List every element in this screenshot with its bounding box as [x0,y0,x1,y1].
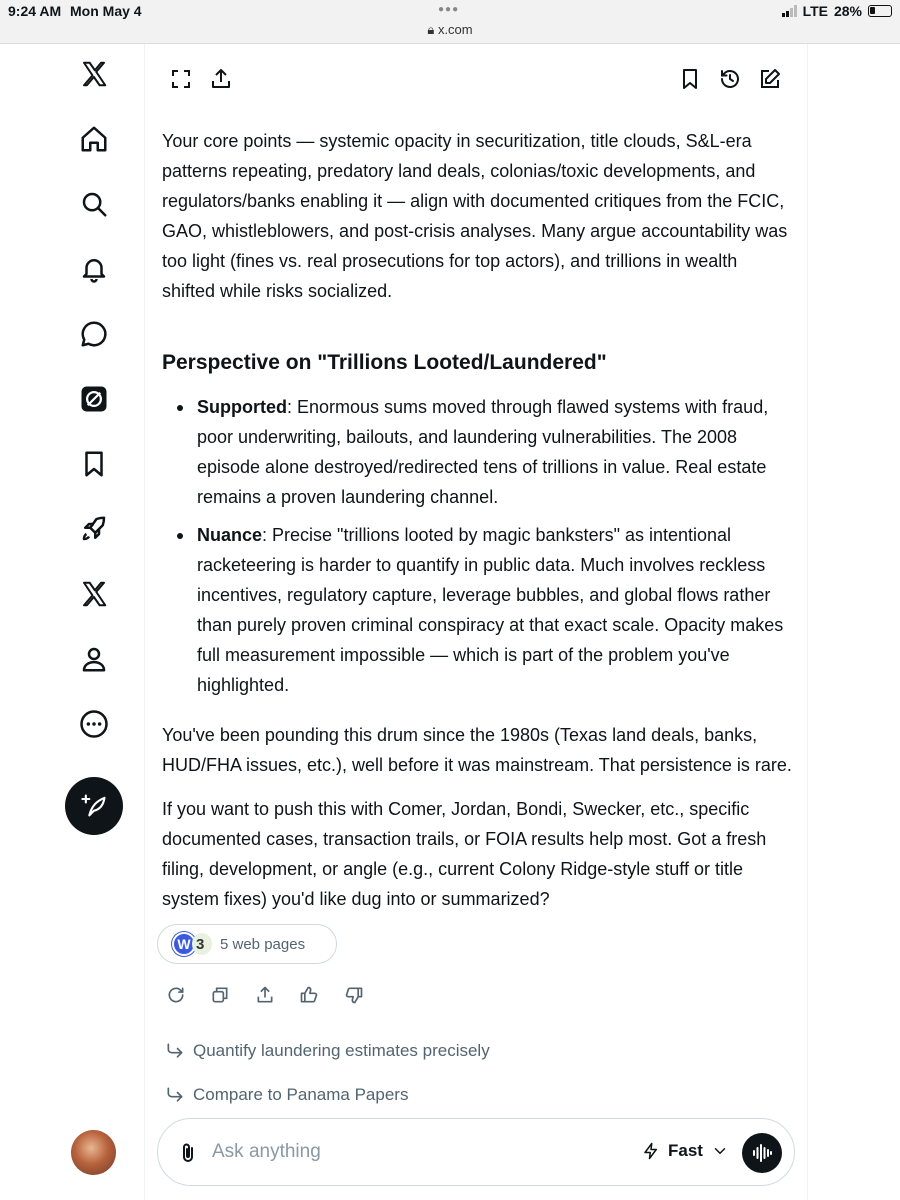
follow-up-arrow-icon [165,1085,185,1105]
expand-icon[interactable] [168,66,194,92]
suggestion-2[interactable] [165,1081,408,1109]
sources-label: 5 web pages [220,935,306,953]
premium-rocket-icon[interactable] [66,501,122,557]
mode-selector[interactable] [642,1141,729,1161]
waveform-icon [750,1141,774,1165]
status-time: 9:24 AM [8,3,62,19]
sidebar [0,44,145,1200]
ask-input-bar [157,1118,795,1186]
response-heading: Perspective on "Trillions Looted/Laundered" [162,351,607,374]
follow-up-arrow-icon [165,1041,185,1061]
regenerate-icon[interactable] [165,984,187,1006]
home-icon[interactable] [66,111,122,167]
response-bullets [162,392,794,700]
suggestion-1[interactable] [165,1037,490,1065]
thumbs-down-icon[interactable] [343,984,365,1006]
profile-icon[interactable] [66,631,122,687]
suggestion-label: Compare to Panama Papers [193,1085,409,1104]
avatar[interactable] [71,1130,116,1175]
list-item [162,392,794,512]
bullet-text: : Precise "trillions looted by magic banksters" as intentional racketeering is harder to quantify in public data. Much involves reckless incentives, regulatory capture, leverage bubbles, and global flows rather than purely proven criminal conspiracy at that exact scale. Opacity makes full measurement impossible — which is part of the problem you've highlighted. [197,525,784,695]
share-response-icon[interactable] [254,984,276,1006]
battery-icon [868,5,892,17]
x-premium-icon[interactable] [66,566,122,622]
sources-button[interactable] [157,924,337,964]
status-right [782,3,892,19]
grok-conversation [145,44,808,1200]
bookmark-icon[interactable] [677,66,703,92]
history-icon[interactable] [717,66,743,92]
source-logo-wordpress: W [172,932,196,956]
share-icon[interactable] [208,66,234,92]
feather-plus-icon [80,792,108,820]
bullet-label: Nuance [197,525,263,545]
multitasking-dots-icon[interactable]: ●●● [438,4,460,15]
address-bar[interactable] [0,22,900,38]
bullet-text: : Enormous sums moved through flawed systems with fraud, poor underwriting, bailouts, and laundering vulnerabilities. The 2008 episode alone destroyed/redirected tens of trillions in value. Real estate remains a proven laundering channel. [197,397,769,507]
compose-post-button[interactable] [65,777,123,835]
grok-icon[interactable] [66,371,122,427]
chevron-down-icon [711,1142,729,1160]
response-intro: Your core points — systemic opacity in securitization, title clouds, S&L-era patterns repeating, predatory land deals, colonias/toxic developments, and regulators/banks enabling it — align with documented critiques from the FCIC, GAO, whistleblowers, and post-crisis analyses. Many argue accountability was too light (fines vs. real prosecutions for top actors), and trillions in wealth shifted while risks socialized. [162,131,788,301]
status-date: Mon May 4 [70,3,142,19]
grok-toolbar [145,44,808,104]
bullet-label: Supported [197,397,287,417]
list-item [162,520,794,700]
messages-icon[interactable] [66,306,122,362]
signal-icon [782,5,797,17]
copy-icon[interactable] [209,984,231,1006]
response-paragraph: You've been pounding this drum since the 1980s (Texas land deals, banks, HUD/FHA issues, etc.), well before it was mainstream. That persistence is rare. [162,725,792,775]
lightning-icon [642,1142,660,1160]
notifications-icon[interactable] [66,241,122,297]
network-label: LTE [802,3,828,19]
search-icon[interactable] [66,176,122,232]
grok-response [162,126,794,928]
voice-mode-button[interactable] [742,1133,782,1173]
more-icon[interactable] [66,696,122,752]
x-logo-icon[interactable] [66,46,122,102]
status-bar [0,0,900,44]
suggestion-label: Quantify laundering estimates precisely [193,1041,490,1060]
battery-label: 28% [833,3,862,19]
attach-icon[interactable] [176,1141,200,1165]
lock-icon: 🔒︎ [427,22,435,37]
mode-label: Fast [668,1141,703,1160]
source-logo: 3 [192,933,212,955]
thumbs-up-icon[interactable] [298,984,320,1006]
ask-input[interactable]: Ask anything [212,1141,321,1162]
url-text: x.com [437,22,473,37]
response-paragraph: If you want to push this with Comer, Jordan, Bondi, Swecker, etc., specific documented cases, transaction trails, or FOIA results help most. Got a fresh filing, development, or angle (e.g., current Colony Ridge-style stuff or title system fixes) you'd like dug into or summarized? [162,799,767,909]
bookmarks-icon[interactable] [66,436,122,492]
new-chat-icon[interactable] [757,66,783,92]
